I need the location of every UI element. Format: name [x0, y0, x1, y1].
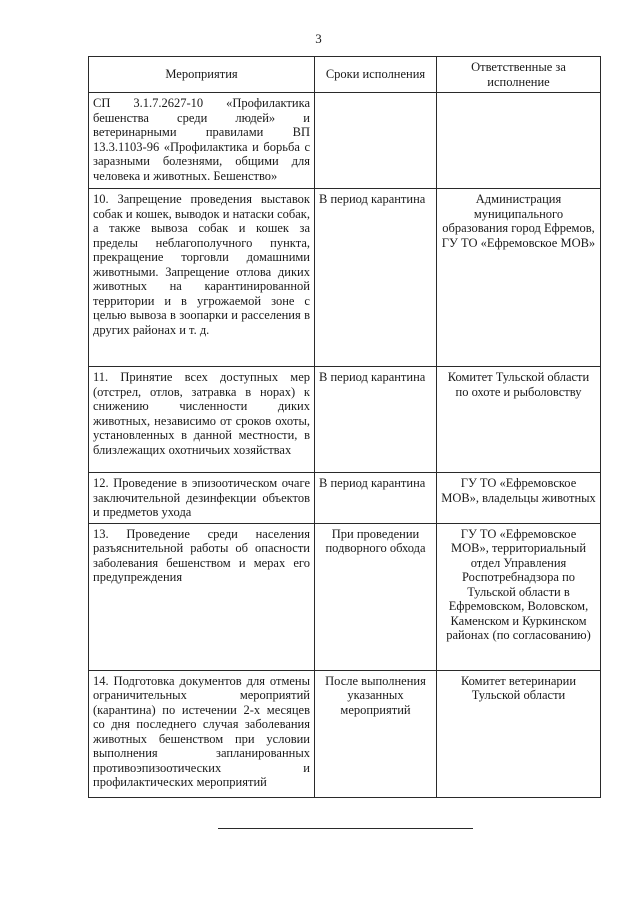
responsible-cell: Комитет Тульской области по охоте и рыболовству [437, 367, 601, 473]
deadline-cell: В период карантина [315, 473, 437, 524]
table-row [89, 523, 601, 670]
responsible-cell: Комитет ветеринарии Тульской области [437, 670, 601, 797]
responsible-cell [437, 93, 601, 189]
header-measures: Мероприятия [89, 57, 315, 93]
measure-cell: 13. Проведение среди населения разъяснительной работы об опасности заболевания бешенством и мерах его предупреждения [89, 523, 315, 670]
deadline-cell [315, 93, 437, 189]
table-row [89, 670, 601, 797]
header-responsible: Ответственные за исполнение [437, 57, 601, 93]
page-number: 3 [315, 31, 322, 46]
measure-cell: 12. Проведение в эпизоотическом очаге заключительной дезинфекции объектов и предметов ухода [89, 473, 315, 524]
responsible-cell: ГУ ТО «Ефремовское МОВ», владельцы животных [437, 473, 601, 524]
table-row [89, 367, 601, 473]
deadline-cell: При проведении подворного обхода [315, 523, 437, 670]
measure-cell: 10. Запрещение проведения выставок собак и кошек, выводок и натаски собак, а также вывоза собак и кошек за пределы неблагополучного пункта, прекращение торговли домашними животными. Запрещение отлова диких животных на карантинированной территории и в угрожаемой зоне с целью вывоза в зоопарки и расселения в других районах и т. д. [89, 189, 315, 367]
responsible-cell: Администрация муниципального образования город Ефремов, ГУ ТО «Ефремовское МОВ» [437, 189, 601, 367]
measures-table [88, 56, 601, 798]
deadline-cell: В период карантина [315, 367, 437, 473]
header-deadline: Сроки исполнения [315, 57, 437, 93]
table-row [89, 93, 601, 189]
table-header-row [89, 57, 601, 93]
closing-divider [218, 828, 473, 829]
measure-cell: 11. Принятие всех доступных мер (отстрел, отлов, затравка в норах) к снижению численности диких животных, независимо от сроков охоты, установленных в данной местности, в близлежащих охотничьих хозяйствах [89, 367, 315, 473]
table-row [89, 473, 601, 524]
measure-cell: СП 3.1.7.2627-10 «Профилактика бешенства среди людей» и ветеринарными правилами ВП 13.3.1103-96 «Профилактика и борьба с заразными болезнями, общими для человека и животных. Бешенство» [89, 93, 315, 189]
measure-cell: 14. Подготовка документов для отмены ограничительных мероприятий (карантина) по истечении 2-х месяцев со дня последнего случая заболевания животных бешенством при условии выполнения запланированных противоэпизоотических и профилактических мероприятий [89, 670, 315, 797]
deadline-cell: После выполнения указанных мероприятий [315, 670, 437, 797]
deadline-cell: В период карантина [315, 189, 437, 367]
responsible-cell: ГУ ТО «Ефремовское МОВ», территориальный отдел Управления Роспотребнадзора по Тульской области в Ефремовском, Воловском, Каменском и Куркинском районах (по согласованию) [437, 523, 601, 670]
table-row [89, 189, 601, 367]
